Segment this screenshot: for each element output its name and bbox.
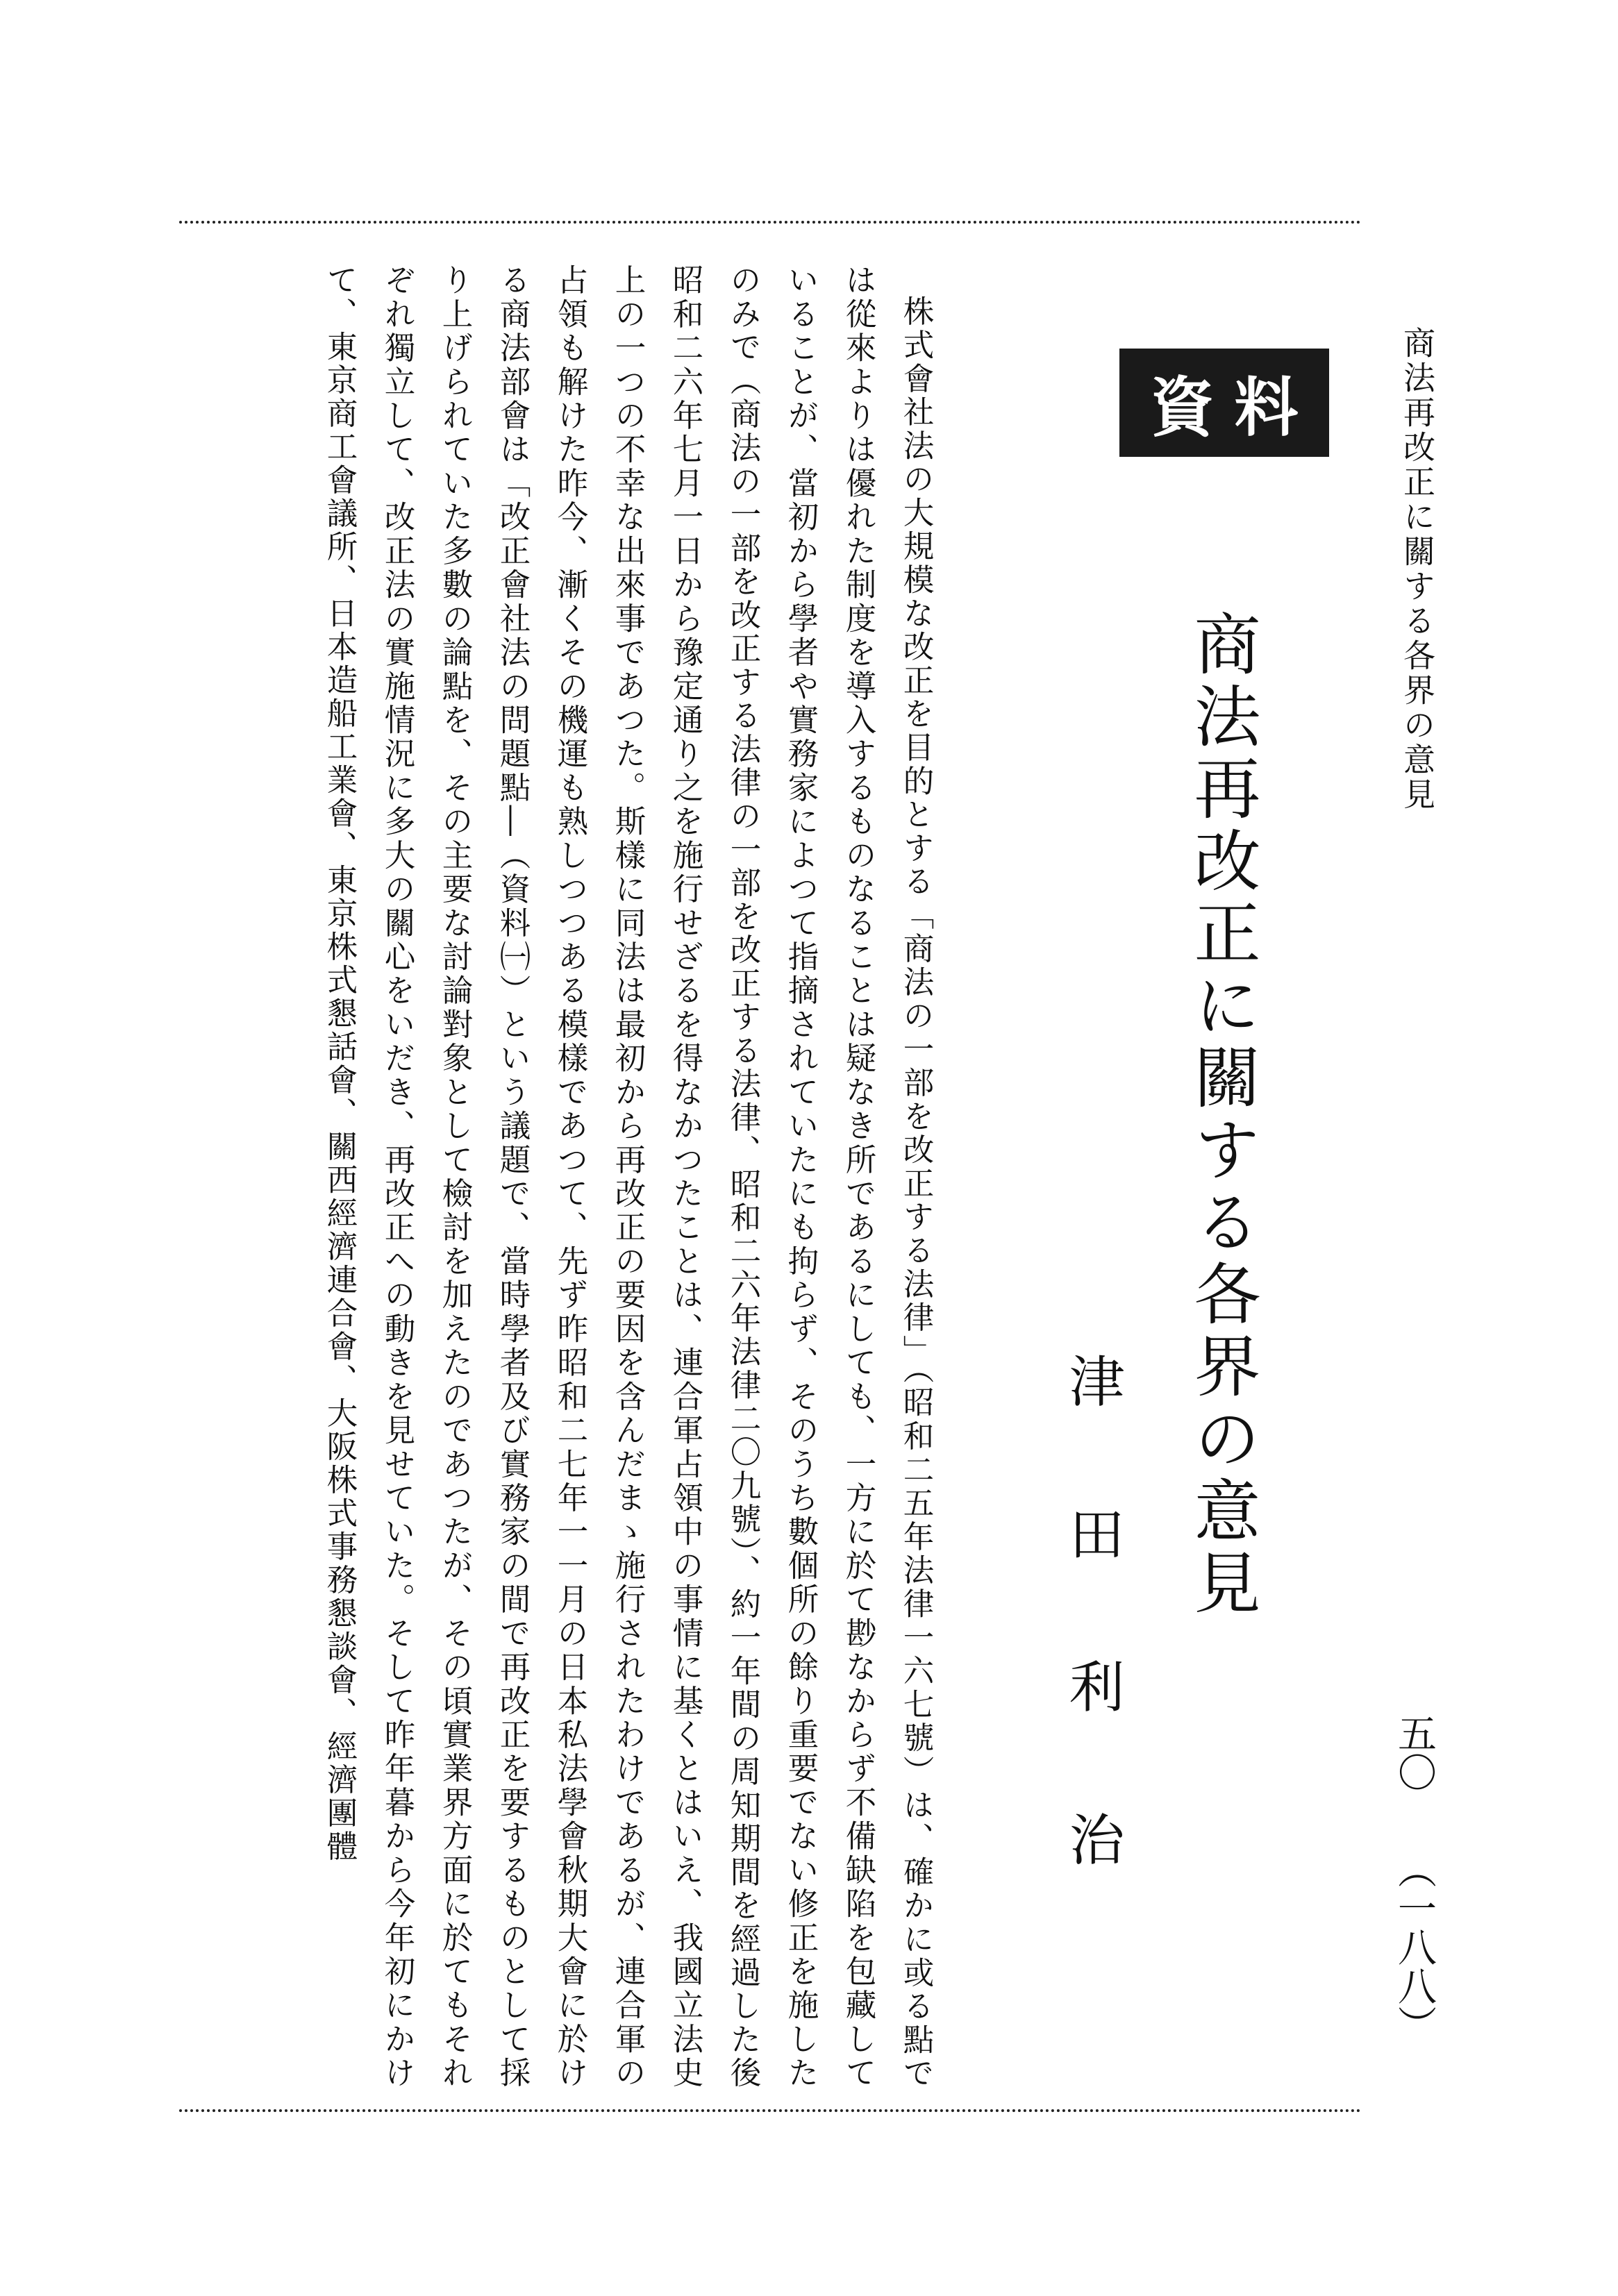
body-paragraph: 株式會社法の大規模な改正を目的とする「商法の一部を改正する法律」（昭和二五年法律一六七號）は、確かに或る點では從來よりは優れた制度を導入するものなることは疑なき所であるにしても、一方に於て尠なからず不備缺陷を包藏していることが、當初から學者や實務家によつて指摘されていたにも拘らず、そのうち數個所の餘り重要でない修正を施したのみで（商法の一部を改正する法律の一部を改正する法律、昭和二六年法律二〇九號）、約一年間の周知期間を經過した後昭和二六年七月一日から豫定通り之を施行せざるを得なかつたことは、連合軍占領中の事情に基くとはいえ、我國立法史上の一つの不幸な出來事であつた。斯樣に同法は最初から再改正の要因を含んだまゝ施行されたわけであるが、連合軍の占領も解けた昨今、漸くその機運も熟しつつある模樣であつて、先ず昨昭和二七年一一月の日本私法學會秋期大會に於ける商法部會は「改正會社法の問題點―（資料㈠）という議題で、當時學者及び實務家の間で再改正を要するものとして採り上げられていた多數の論點を、その主要な討論對象として檢討を加えたのであつたが、その頃實業界方面に於てもそれぞれ獨立して、改正法の實施情況に多大の關心をいだき、再改正への動きを見せていた。そして昨年暮から今年初にかけて、東京商工會議所、日本造船工業會、東京株式懇話會、關西經濟連合會、大阪株式事務懇談會、經濟團體 <box>322 264 933 2090</box>
page-number-sub: （一八八） <box>1392 1850 1437 2044</box>
section-label-char-2: 料 <box>1234 371 1299 445</box>
article-author: 津田利治 <box>1060 1352 1124 1963</box>
section-label-badge <box>1119 349 1329 457</box>
section-label-char-1: 資 <box>1150 371 1215 445</box>
top-dotted-rule <box>179 221 1361 224</box>
article-title: 商法再改正に關する各界の意見 <box>1183 610 1261 1620</box>
page-number: 五〇 <box>1392 1713 1437 1791</box>
bottom-dotted-rule <box>179 2109 1361 2112</box>
running-head: 商法再改正に關する各界の意見 <box>1399 326 1436 812</box>
article-body <box>167 264 944 2090</box>
